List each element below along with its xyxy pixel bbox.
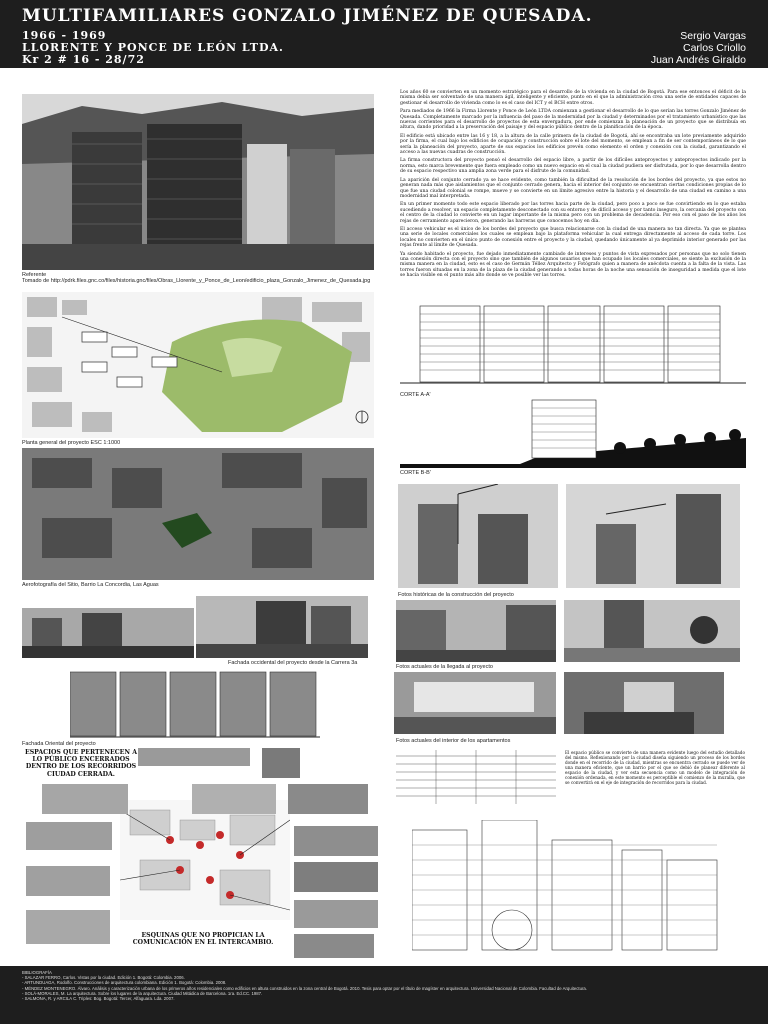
construction-photo-2 — [566, 484, 740, 588]
author-name: Juan Andrés Giraldo — [650, 54, 746, 66]
poster-title: MULTIFAMILIARES GONZALO JIMÉNEZ DE QUESADA. — [22, 6, 593, 26]
project-firm: LLORENTE Y PONCE DE LEÓN LTDA. — [22, 41, 284, 54]
poster-header — [0, 0, 768, 68]
interior-photo-1 — [394, 672, 556, 734]
bibliography-footer — [0, 966, 768, 1024]
heading-private-corners: ESQUINAS QUE NO PROPICIAN LA COMUNICACIÓN EN EL INTERCAMBIO. — [132, 932, 274, 947]
annotation-photo-right-4 — [294, 900, 378, 928]
construction-photo-1 — [398, 484, 558, 588]
section-aa-drawing — [400, 302, 746, 388]
reference-item: - SALMONA, R. y ARCILA C. Triples: Bog. Bogotá: Tercer, Alfaguara. Lda. 2007. — [22, 996, 175, 1002]
paragraph: La aparición del conjunto cerrado ya se hace evidente, como también la dificultad de la resolución de los bordes del proyecto, ya que estos no generan nada más que aislamientos que el conjunto cerrado genera, hacia el interior del conjunto se encuentran ciertas condiciones propias de lo que fue una ciudad colonial se rompe, mueve y se convierte en un límite agresivo entre la historia y el desarrollo de una ciudad en camino a una modernidad mal interpretada. — [400, 177, 746, 199]
paragraph: Ya siendo habitado el proyecto, fue dejado inmediatamente cambiado de intereses y puntos de vista expresados por personas que no solo tienen una conexión directa con el proyecto sino que también de algunos usuarios que han ocupado los locales comerciales, se siente la exclusión de la misma manera en la ciudad, esto es el caso de Germán Téllez Arquitecto y Fotógrafo quien a manera de anécdota cuenta a la falta de la vista. Las torres fueron situadas en la zona de la plaza de la ciudad generando a todas horas de la noche una sensación de inseguridad a medida que el lote se hacía visible en el punto más alto donde se ve posible ver las torres. — [400, 251, 746, 279]
authors-list — [651, 30, 746, 66]
reference-item: - ARTUNDUAGA, Rodolfo. Construcciones de arquitectura colombiana. Edición 1. Bogotá: Colombia. 2008. — [22, 980, 227, 986]
perspective-sketch — [412, 820, 722, 960]
article-body — [400, 90, 746, 282]
side-note-text: El espacio público se convierte de una manera evidente luego del estudio detallado del mismo. Reflexionando por la ciudad diseña siguiendo un proceso de los bordes donde en el recorrido de la ciudad, mientras se encuentra cerrado se puede ver de una manera eficiente, que un barrio por el que se debió de planear diferente al espacio de la ciudad, y ver esta secuencia como un modelo de integración de conexión ordenada, en este momento es perceptible el comienzo de la muralla, que se convertirá en el eje de integración de recorridos para la ciudad. — [565, 750, 745, 785]
caption-section-bb: CORTE B-B' — [400, 470, 431, 476]
caption-street-view: Fachada occidental del proyecto desde la Carrera 3a — [228, 660, 358, 666]
data-table-graphic — [396, 750, 556, 804]
main-photo-towers — [22, 94, 374, 270]
project-address: Kr 2 # 16 - 28/72 — [22, 53, 145, 66]
street-photo-west — [22, 608, 194, 658]
references-list — [22, 970, 742, 1001]
elevation-drawing-east — [70, 670, 320, 740]
annotation-photo-top-right — [262, 748, 300, 778]
paragraph: La firma constructora del proyecto pensó el desarrollo del espacio libre, a partir de los difíciles anteproyectos y anteproyectos indicado por la norma, esto marca brevemente que fuera empleado como un nuevo espacio en el cual la ciudad pudiera ser disfrutada, por lo que desarrolla dentro de su espacio respectivo una amplia zona verde para el disfrute de la comunidad. — [400, 158, 746, 175]
arrival-photo-1 — [396, 600, 556, 662]
paragraph: El acceso vehicular es el único de los bordes del proyecto que busca relacionarse con la ciudad de una manera no tan directa. Ya que se plantea una serie de locales comerciales los cuales se emplean bajo la plataforma vehicular la cual entrega directamente al acceso de cada torre. Los locales no convierten en el único punto de conexión entre el proyecto y la ciudad, quedando únicamente al ya deprimido interior generado por las rejas frente al límite de Quesada. — [400, 226, 746, 249]
author-name: Carlos Criollo — [682, 42, 746, 54]
interior-photo-2 — [564, 672, 724, 734]
caption-interior: Fotos actuales del interior de los apartamentos — [396, 738, 511, 744]
caption-construction: Fotos históricas de la construcción del proyecto — [398, 592, 514, 598]
annotation-photo-left-4 — [26, 910, 110, 944]
annotation-photo-left-2 — [26, 822, 112, 850]
annotation-photo-mid-1 — [192, 784, 276, 814]
caption-site-plan: Planta general del proyecto ESC 1:1000 — [22, 440, 121, 446]
caption-elevation: Fachada Oriental del proyecto — [22, 741, 96, 747]
aerial-photo — [22, 448, 374, 580]
heading-public-spaces: ESPACIOS QUE PERTENECEN A LO PÚBLICO ENCERRADOS DENTRO DE LOS RECORRIDOS CIUDAD CERRADA. — [24, 749, 138, 778]
arrival-photo-2 — [564, 600, 740, 662]
site-plan — [22, 292, 374, 438]
caption-arrival: Fotos actuales de la llegada al proyecto — [396, 664, 493, 670]
caption-aerial: Aerofotografía del Sitio, Barrio La Concordia, Las Aguas — [22, 582, 159, 588]
section-bb-drawing — [400, 398, 746, 468]
paragraph: Los años 60 se convierten en un momento estratégico para el desarrollo de la vivienda en la ciudad de Bogotá. Para ese entonces el déficit de la misma debía ser solventado de una manera ágil, inteligente y eficiente, punto en el que la administración crea una serie de entidades capaces de gestionar el desarrollo de vivienda como lo es el caso del ICT y el BCH entre otros. — [400, 90, 746, 106]
annotation-photo-right-5 — [294, 934, 374, 958]
annotation-photo-left-1 — [42, 784, 128, 814]
annotation-photo-right-2 — [294, 826, 378, 856]
caption-main-photo: Referente Tomado de http://pdrk.files.gnc.co/files/historia.gnc/files/Obras_Llorente_y_Ponce_de_Leon/edificio_plaza_Gonzalo_Jimenez_de_Quesada.jpg — [22, 272, 371, 284]
annotation-photo-right-3 — [294, 862, 378, 892]
author-name: Sergio Vargas — [680, 30, 746, 42]
reference-item: - SOLÁ-MORALES, M. La arquitectura. Sobre los lugares de la arquitectura. Ciudad Mitádica de Barcelona. 1ra. Ed.CC. 1987. — [22, 990, 263, 996]
annotation-photo-right-1 — [288, 784, 368, 814]
references-heading: BIBLIOGRAFÍA — [22, 970, 52, 975]
reference-item: - MÉNDEZ MONTENEGRO. Álvaro. Análisis y caracterización urbana de los primeros años residenciales como edificios en altura construidos en la zona central de Bogotá. 2010. Tesis para optar por el título de magíster en arquitectura. Universidad Nacional de Colombia. Facultad de Arquitectura. — [22, 985, 588, 991]
paragraph: Para mediados de 1966 la Firma Llorente y Ponce de León LTDA comienzan a gestionar el desarrollo de lo que serían las torres Gonzalo Jiménez de Quesada. Completamente marcado por la influencia del paso de la modernidad por la ciudad y determinados por el tratamiento urbanístico que las nuevas corrientes para el desarrollo de proyectos de esta envergadura, por ende comienzan la planeación de un proyecto que se distribuía en altura, dando prioridad a la preservación del paisaje y del espacio público dentro de la planificación de la época. — [400, 109, 746, 131]
reference-item: - SALAZAR FERRO, Carlos. Vistas por la ciudad. Edición 1. Bogotá: Colombia. 2006. — [22, 975, 185, 981]
paragraph: El edificio está ubicado entre las 16 y 18, a la altura de la calle primera de la ciudad de Bogotá, ahí se encontraba un lote previamente adquirido por la firma, el cual bajo los edificios de ocupación y construcción sobre el lote del momento, se emplean a fin de ser contemporáneos de lo que sería la planeación del proyecto, aparte de sus espacios los edificios prevén como elemento el orden y conexión con la ciudad, garantizando el acceso a las nuevas cuadras de construcción. — [400, 133, 746, 156]
caption-section-aa: CORTE A-A' — [400, 392, 431, 398]
paragraph: En un primer momento todo este espacio liberado por las torres hacia parte de la ciudad, pero poco a poco se fue convirtiendo en lo que estaba sucediendo a resolver, un espacio completamente desconectado con su entorno y de difícil acceso y por tanto inseguro, la cercanía del proyecto con el centro de la ciudad lo convierte en un lugar importante de la misma pero con un problema de decadencia. Por eso con el paso de los años los rejas de cerramiento aparecieron, generando las barreras que conocemos hoy en día. — [400, 202, 746, 224]
annotated-plan — [120, 800, 290, 920]
project-years: 1966 - 1969 — [22, 29, 107, 42]
street-photo-carrera — [196, 596, 368, 658]
annotation-photo-left-3 — [26, 866, 110, 896]
annotation-photo-top — [138, 748, 250, 766]
